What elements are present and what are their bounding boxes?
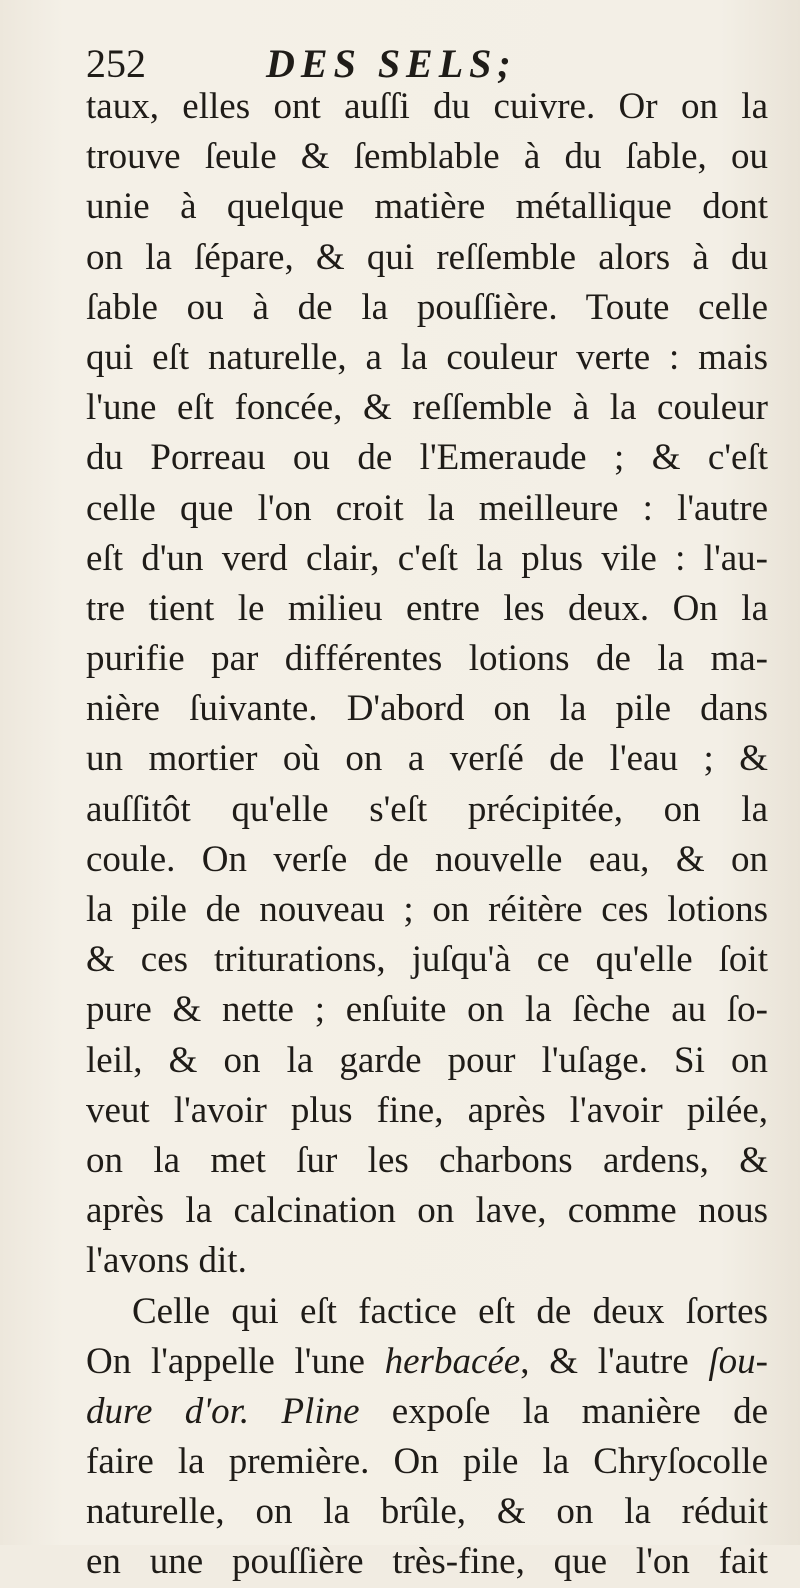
- paragraph-2-line: faire la première. On pile la Chryſocolle: [86, 1441, 768, 1483]
- text-line: tre tient le milieu entre les deux. On la: [86, 587, 768, 629]
- text-line: l'avons dit.: [86, 1240, 247, 1282]
- paragraph-2-line: naturelle, on la brûle, & on la réduit: [86, 1491, 768, 1533]
- italic-term: dure d'or.: [86, 1390, 250, 1432]
- paragraph-2-line: en une pouſſière très-fine, que l'on fait: [86, 1541, 768, 1583]
- text-line: unie à quelque matière métallique dont: [86, 186, 768, 228]
- paragraph-2-line: [86, 1387, 768, 1437]
- text-line: coule. On verſe de nouvelle eau, & on: [86, 838, 768, 880]
- text-line: un mortier où on a verſé de l'eau ; &: [86, 738, 768, 780]
- text-block: [86, 82, 768, 1588]
- text-line: pure & nette ; enſuite on la ſèche au ſo-: [86, 989, 768, 1031]
- text-line: nière ſuivante. D'abord on la pile dans: [86, 688, 768, 730]
- paragraph-2-line: [86, 1337, 768, 1387]
- italic-term: herbacée: [384, 1340, 521, 1382]
- text-line: eſt d'un verd clair, c'eſt la plus vile : l'au-: [86, 537, 768, 579]
- text-line: leil, & on la garde pour l'uſage. Si on: [86, 1039, 768, 1081]
- text-line: qui eſt naturelle, a la couleur verte : mais: [86, 336, 768, 378]
- running-head: DES SELS;: [266, 41, 517, 86]
- text-line: purifie par différentes lotions de la ma-: [86, 638, 768, 680]
- italic-term: ſou-: [708, 1340, 768, 1382]
- page-number: 252: [86, 41, 146, 86]
- text-run: [249, 1391, 281, 1432]
- text-line: celle que l'on croit la meilleure : l'autre: [86, 487, 768, 529]
- text-line: auſſitôt qu'elle s'eſt précipitée, on la: [86, 788, 768, 830]
- text-line: l'une eſt foncée, & reſſemble à la couleur: [86, 387, 768, 429]
- text-line: la pile de nouveau ; on réitère ces lotions: [86, 889, 768, 930]
- text-line: & ces triturations, juſqu'à ce qu'elle ſoit: [86, 939, 768, 981]
- text-run: expoſe la manière de: [359, 1390, 768, 1432]
- text-run: On l'appelle l'une: [86, 1340, 385, 1382]
- text-line: du Porreau ou de l'Emeraude ; & c'eſt: [86, 437, 768, 479]
- italic-name: Pline: [281, 1390, 360, 1432]
- text-line: ſable ou à de la pouſſière. Toute celle: [86, 286, 768, 328]
- text-line: on la ſépare, & qui reſſemble alors à du: [86, 236, 768, 278]
- text-line: veut l'avoir plus fine, après l'avoir pilée,: [86, 1089, 768, 1131]
- text-line: après la calcination on lave, comme nous: [86, 1190, 768, 1232]
- text-line: on la met ſur les charbons ardens, &: [86, 1139, 768, 1181]
- text-run: , & l'autre: [520, 1340, 709, 1382]
- text-line: taux, elles ont auſſi du cuivre. Or on la: [86, 86, 768, 127]
- text-line: trouve ſeule & ſemblable à du ſable, ou: [86, 136, 768, 178]
- paragraph-2-line: Celle qui eſt factice eſt de deux ſortes: [132, 1290, 768, 1332]
